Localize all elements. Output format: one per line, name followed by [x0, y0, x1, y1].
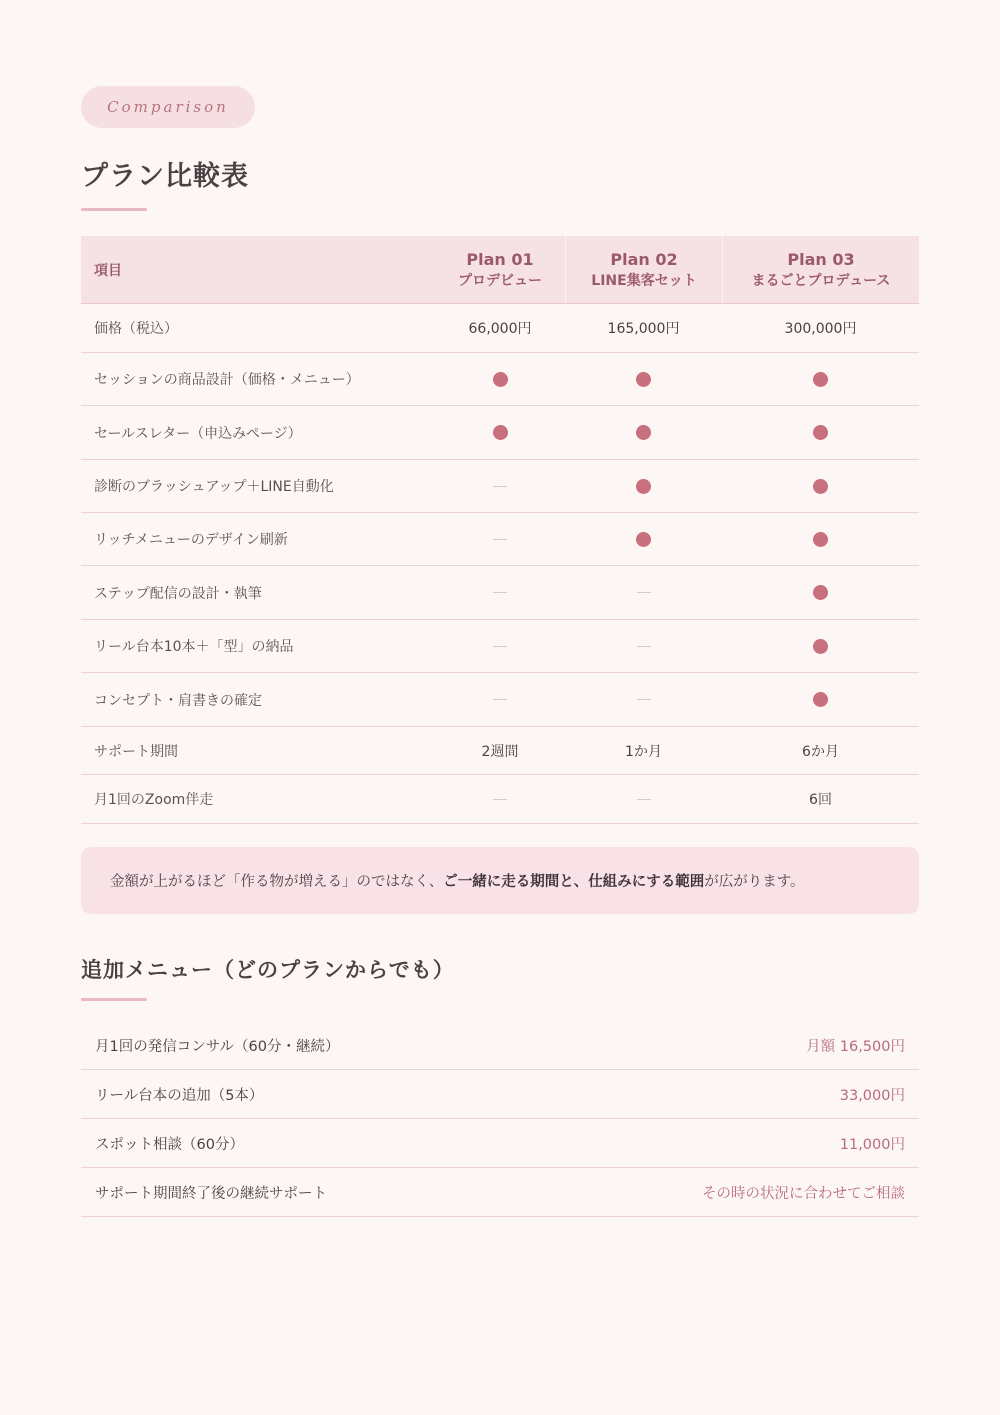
- addons-list: [81, 1021, 919, 1217]
- table-row: [81, 727, 919, 775]
- table-row: [81, 406, 919, 460]
- table-body: [81, 304, 919, 824]
- value-cell: 165,000円: [607, 321, 680, 337]
- included-dot-icon: [493, 425, 508, 440]
- row-label: サポート期間: [94, 743, 178, 760]
- value-cell: 1か月: [625, 743, 662, 760]
- plan-name: プロデビュー: [458, 272, 542, 289]
- addon-item: [81, 1119, 919, 1168]
- included-cell: [565, 513, 722, 565]
- addon-label: サポート期間終了後の継続サポート: [95, 1185, 327, 1202]
- table-row: [81, 513, 919, 566]
- included-cell: [565, 406, 722, 459]
- row-label: コンセプト・肩書きの確定: [94, 692, 262, 709]
- plan-01-header: [435, 236, 565, 303]
- not-included-cell: [435, 566, 565, 619]
- included-cell: [722, 673, 919, 726]
- included-dot-icon: [813, 585, 828, 600]
- addon-item: [81, 1021, 919, 1070]
- addon-price: その時の状況に合わせてご相談: [702, 1185, 905, 1202]
- not-included-cell: [435, 620, 565, 672]
- included-cell: [722, 620, 919, 672]
- dash-icon: [493, 539, 507, 540]
- addon-label: スポット相談（60分）: [95, 1136, 244, 1153]
- table-row: [81, 460, 919, 513]
- included-dot-icon: [636, 372, 651, 387]
- addon-item: [81, 1168, 919, 1217]
- table-row: [81, 673, 919, 727]
- included-cell: [722, 406, 919, 459]
- not-included-cell: [435, 775, 565, 823]
- included-dot-icon: [813, 532, 828, 547]
- value-cell: 2週間: [481, 743, 519, 760]
- addons-title: 追加メニュー（どのプランからでも）: [81, 958, 455, 982]
- value-cell: 66,000円: [468, 321, 532, 337]
- dash-icon: [493, 799, 507, 800]
- not-included-cell: [435, 460, 565, 512]
- table-row: [81, 775, 919, 824]
- plan-name: まるごとプロデュース: [751, 272, 891, 289]
- table-row: [81, 620, 919, 673]
- note-text: 金額が上がるほど「作る物が増える」のではなく、: [110, 874, 444, 890]
- included-cell: [722, 566, 919, 619]
- item-column-header: 項目: [94, 262, 122, 279]
- table-row: [81, 353, 919, 406]
- title-underline: [81, 208, 147, 211]
- not-included-cell: [565, 775, 722, 823]
- dash-icon: [493, 486, 507, 487]
- included-cell: [722, 513, 919, 565]
- included-cell: [565, 460, 722, 512]
- included-cell: [722, 460, 919, 512]
- row-label: セールスレター（申込みページ）: [94, 425, 302, 442]
- dash-icon: [637, 646, 651, 647]
- included-dot-icon: [813, 372, 828, 387]
- row-label: セッションの商品設計（価格・メニュー）: [94, 372, 360, 388]
- addon-price: 33,000円: [839, 1087, 905, 1104]
- row-label: 価格（税込）: [94, 321, 178, 337]
- not-included-cell: [565, 620, 722, 672]
- addon-label: リール台本の追加（5本）: [95, 1087, 264, 1104]
- page-title: プラン比較表: [81, 161, 249, 192]
- row-label: リッチメニューのデザイン刷新: [94, 532, 288, 548]
- addon-item: [81, 1070, 919, 1119]
- included-cell: [435, 353, 565, 405]
- included-dot-icon: [813, 692, 828, 707]
- row-label: 月1回のZoom伴走: [94, 792, 214, 808]
- plan-03-header: [722, 236, 919, 303]
- included-dot-icon: [493, 372, 508, 387]
- row-label: ステップ配信の設計・執筆: [94, 585, 262, 602]
- addon-label: 月1回の発信コンサル（60分・継続）: [95, 1038, 340, 1055]
- table-header: [81, 236, 919, 304]
- pricing-note: [81, 847, 919, 914]
- included-dot-icon: [636, 532, 651, 547]
- addons-title-underline: [81, 998, 147, 1001]
- included-dot-icon: [813, 479, 828, 494]
- row-label: 診断のブラッシュアップ＋LINE自動化: [94, 479, 334, 495]
- not-included-cell: [435, 673, 565, 726]
- not-included-cell: [435, 513, 565, 565]
- included-dot-icon: [636, 425, 651, 440]
- dash-icon: [493, 646, 507, 647]
- note-text-end: が広がります。: [704, 874, 805, 890]
- plan-name: LINE集客セット: [591, 272, 697, 289]
- included-dot-icon: [813, 639, 828, 654]
- plan-02-header: [565, 236, 722, 303]
- section-badge: [81, 86, 255, 128]
- plan-number: Plan 02: [610, 249, 678, 269]
- dash-icon: [637, 799, 651, 800]
- plan-number: Plan 03: [787, 249, 855, 269]
- value-cell: 6か月: [802, 743, 839, 760]
- dash-icon: [493, 592, 507, 593]
- dash-icon: [637, 592, 651, 593]
- included-cell: [435, 406, 565, 459]
- dash-icon: [493, 699, 507, 700]
- note-emphasis: ご一緒に走る期間と、仕組みにする範囲: [443, 874, 705, 890]
- value-cell: 300,000円: [784, 321, 857, 337]
- plan-number: Plan 01: [466, 249, 534, 269]
- addon-price: 11,000円: [839, 1136, 905, 1153]
- table-row: [81, 304, 919, 353]
- included-cell: [565, 353, 722, 405]
- comparison-table: [81, 236, 919, 824]
- not-included-cell: [565, 673, 722, 726]
- not-included-cell: [565, 566, 722, 619]
- included-dot-icon: [813, 425, 828, 440]
- value-cell: 6回: [809, 792, 832, 808]
- table-row: [81, 566, 919, 620]
- addon-price: 月額 16,500円: [806, 1038, 905, 1055]
- row-label: リール台本10本＋「型」の納品: [94, 639, 294, 655]
- included-dot-icon: [636, 479, 651, 494]
- included-cell: [722, 353, 919, 405]
- dash-icon: [637, 699, 651, 700]
- section-badge-label: Comparison: [107, 98, 229, 116]
